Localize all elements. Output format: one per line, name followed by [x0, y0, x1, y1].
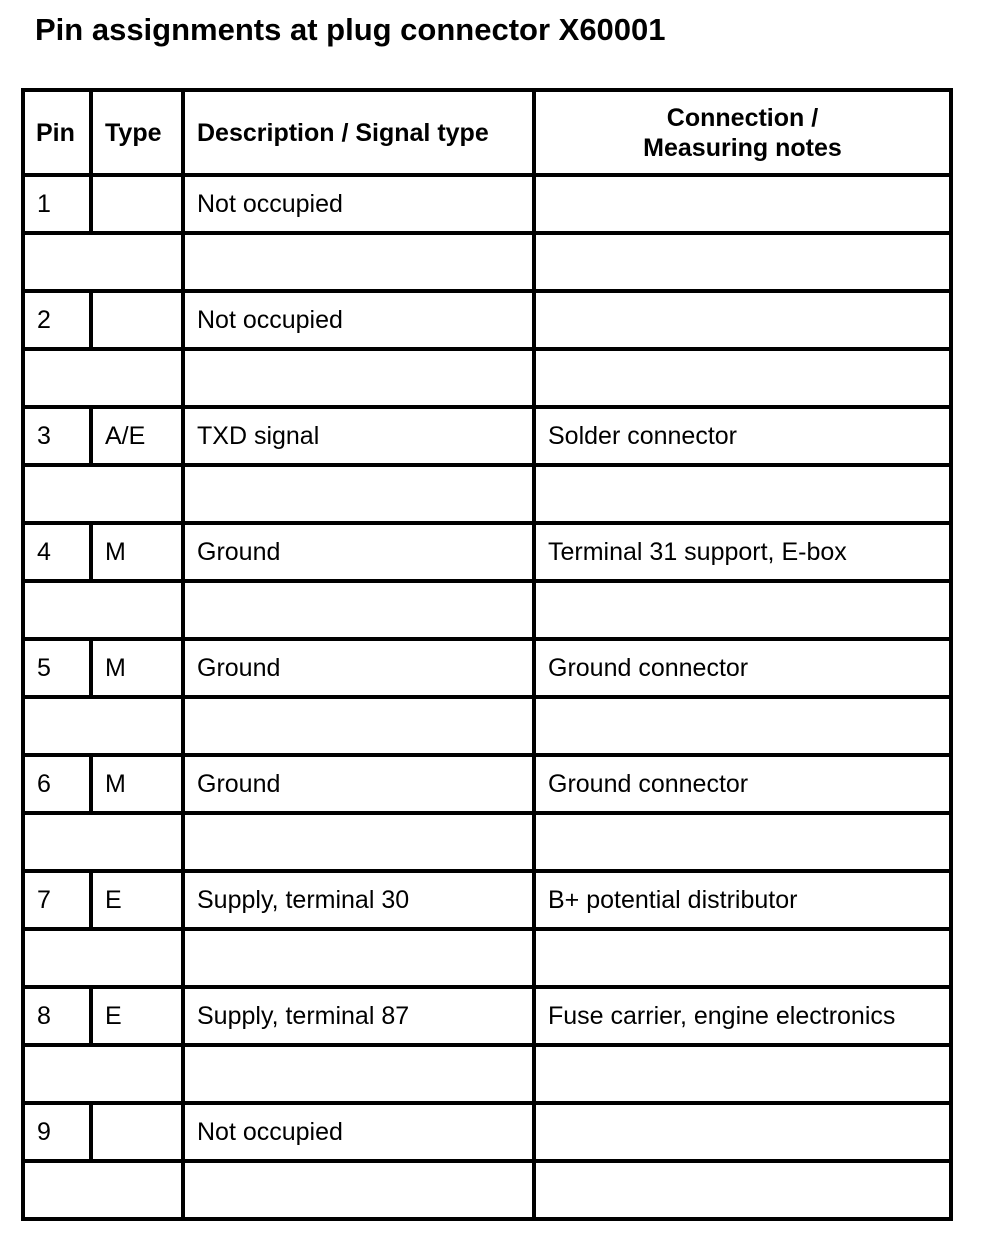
cell-pin: 8 [23, 987, 91, 1045]
spacer-cell-description [183, 813, 534, 871]
table-row [23, 987, 951, 1045]
spacer-cell-description [183, 1045, 534, 1103]
spacer-cell-pin-type [23, 581, 183, 639]
cell-description: TXD signal [183, 407, 534, 465]
cell-type: M [91, 755, 183, 813]
spacer-cell-notes [534, 697, 951, 755]
header-description: Description / Signal type [183, 90, 534, 175]
spacer-row [23, 697, 951, 755]
page-title: Pin assignments at plug connector X60001 [35, 12, 666, 47]
spacer-cell-pin-type [23, 349, 183, 407]
spacer-row [23, 813, 951, 871]
spacer-cell-notes [534, 465, 951, 523]
cell-type: M [91, 523, 183, 581]
pin-assignment-table [21, 88, 953, 1221]
cell-notes: Ground connector [534, 755, 951, 813]
cell-type [91, 175, 183, 233]
spacer-row [23, 233, 951, 291]
table-row [23, 291, 951, 349]
cell-notes [534, 175, 951, 233]
cell-notes: B+ potential distributor [534, 871, 951, 929]
cell-description: Ground [183, 755, 534, 813]
spacer-cell-pin-type [23, 465, 183, 523]
table-row [23, 407, 951, 465]
spacer-cell-description [183, 233, 534, 291]
header-notes [534, 90, 951, 175]
header-notes-line1: Connection / [666, 103, 819, 132]
cell-type [91, 291, 183, 349]
spacer-cell-pin-type [23, 929, 183, 987]
spacer-cell-notes [534, 929, 951, 987]
spacer-row [23, 1161, 951, 1219]
table-row [23, 755, 951, 813]
cell-description: Ground [183, 523, 534, 581]
spacer-cell-notes [534, 1161, 951, 1219]
spacer-row [23, 1045, 951, 1103]
spacer-cell-description [183, 581, 534, 639]
cell-notes: Ground connector [534, 639, 951, 697]
header-notes-line2: Measuring notes [643, 133, 842, 162]
header-row [23, 90, 951, 175]
spacer-cell-description [183, 1161, 534, 1219]
spacer-cell-description [183, 697, 534, 755]
table-row [23, 175, 951, 233]
header-type: Type [91, 90, 183, 175]
spacer-cell-description [183, 349, 534, 407]
table-row [23, 1103, 951, 1161]
cell-notes: Terminal 31 support, E-box [534, 523, 951, 581]
cell-type: M [91, 639, 183, 697]
cell-pin: 6 [23, 755, 91, 813]
cell-type [91, 1103, 183, 1161]
spacer-cell-notes [534, 349, 951, 407]
spacer-cell-notes [534, 581, 951, 639]
cell-pin: 4 [23, 523, 91, 581]
table-body [23, 175, 951, 1219]
spacer-cell-notes [534, 813, 951, 871]
cell-description: Supply, terminal 87 [183, 987, 534, 1045]
table-row [23, 523, 951, 581]
cell-type: E [91, 987, 183, 1045]
table-row [23, 871, 951, 929]
spacer-cell-pin-type [23, 233, 183, 291]
cell-notes: Fuse carrier, engine electronics [534, 987, 951, 1045]
cell-description: Supply, terminal 30 [183, 871, 534, 929]
cell-description: Not occupied [183, 291, 534, 349]
header-pin: Pin [23, 90, 91, 175]
cell-pin: 9 [23, 1103, 91, 1161]
cell-pin: 5 [23, 639, 91, 697]
spacer-row [23, 349, 951, 407]
spacer-cell-notes [534, 233, 951, 291]
cell-description: Not occupied [183, 1103, 534, 1161]
cell-type: A/E [91, 407, 183, 465]
cell-pin: 3 [23, 407, 91, 465]
spacer-cell-pin-type [23, 1045, 183, 1103]
cell-description: Ground [183, 639, 534, 697]
spacer-cell-notes [534, 1045, 951, 1103]
cell-notes [534, 291, 951, 349]
cell-type: E [91, 871, 183, 929]
spacer-cell-pin-type [23, 697, 183, 755]
cell-notes: Solder connector [534, 407, 951, 465]
spacer-row [23, 581, 951, 639]
table-row [23, 639, 951, 697]
cell-pin: 2 [23, 291, 91, 349]
cell-description: Not occupied [183, 175, 534, 233]
cell-pin: 7 [23, 871, 91, 929]
spacer-row [23, 465, 951, 523]
cell-notes [534, 1103, 951, 1161]
spacer-cell-description [183, 929, 534, 987]
spacer-cell-pin-type [23, 1161, 183, 1219]
spacer-row [23, 929, 951, 987]
cell-pin: 1 [23, 175, 91, 233]
spacer-cell-description [183, 465, 534, 523]
spacer-cell-pin-type [23, 813, 183, 871]
